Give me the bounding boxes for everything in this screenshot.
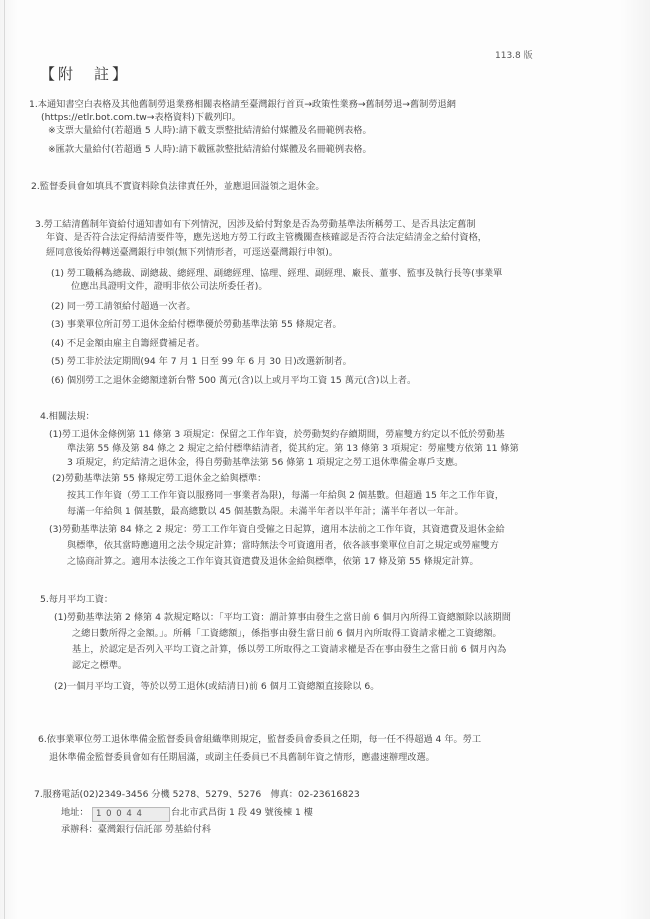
- note-5-item-1-line-1: (1)勞動基準法第 2 條第 4 款規定略以：「平均工資：謂計算事由發生之當日前 6 個月內所得工資總額除以該期間: [54, 612, 511, 623]
- note-4-item-2-line-1: 按其工作年資（勞工工作年資以服務同一事業者為限)，每滿一年給與 2 個基數。但超過 15 年之工作年資，: [67, 490, 505, 501]
- note-2-line: 2.監督委員會如填具不實資料除負法律責任外，並應退回溢領之退休金。: [31, 181, 325, 192]
- note-3-item-2: (2) 同一勞工請領給付超過一次者。: [51, 301, 196, 312]
- note-3-line-3: 經同意後始得轉送臺灣銀行申領(無下列情形者，可逕送臺灣銀行申領)。: [46, 247, 338, 258]
- note-4-heading: 4.相關法規：: [40, 411, 95, 422]
- note-1-check-item: ※支票大量給付(若超過 5 人時):請下載支票整批結清給付媒體及名冊範例表格。: [48, 125, 372, 136]
- note-4-item-3-line-1: (3)勞動基準法第 84 條之 2 規定：勞工工作年資自受僱之日起算，適用本法前之工作年資，其資遣費及退休金給: [49, 524, 505, 535]
- note-3-item-6: (6) 個別勞工之退休金總額達新台幣 500 萬元(含)以上或月平均工資 15 萬元(含)以上者。: [51, 375, 417, 386]
- note-3-line-1: 3.勞工結清舊制年資給付通知書如有下列情況，因涉及給付對象是否為勞動基準法所稱勞工、是否具法定舊制: [35, 219, 476, 230]
- note-1-remit-item: ※匯款大量給付(若超過 5 人時):請下載匯款整批結清給付媒體及名冊範例表格。: [48, 144, 372, 155]
- note-6-line-2: 退休準備金監督委員會如有任期屆滿，或副主任委員已不具舊制年資之情形，應盡速辦理改選。: [49, 752, 435, 763]
- note-4-item-2-heading: (2)勞動基準法第 55 條規定勞工退休金之給與標準：: [52, 473, 267, 484]
- scan-edge: [4, 0, 5, 919]
- note-3-item-3: (3) 事業單位所訂勞工退休金給付標準優於勞動基準法第 55 條規定者。: [51, 319, 342, 330]
- postal-code: 1 0 0 4 4: [96, 809, 143, 819]
- postal-code-stamp: [92, 807, 170, 822]
- note-5-item-1-line-4: 認定之標準。: [72, 660, 128, 671]
- note-3-item-5: (5) 勞工非於法定期間(94 年 7 月 1 日至 99 年 6 月 30 日)改選新制者。: [51, 356, 352, 367]
- note-5-heading: 5.每月平均工資：: [40, 594, 114, 605]
- note-4-item-1-line-3: 3 項規定，約定結清之退休金，得自勞動基準法第 56 條第 1 項規定之勞工退休準備金專戶支應。: [67, 457, 464, 468]
- note-1-line-1: 1.本通知書空白表格及其他舊制勞退業務相關表格請至臺灣銀行首頁→政策性業務→舊制勞退→舊制勞退網: [29, 99, 456, 110]
- note-4-item-1-line-1: (1)勞工退休金條例第 11 條第 3 項規定：保留之工作年資，於勞動契約存續期間，勞雇雙方約定以不低於勞動基: [49, 429, 505, 440]
- note-5-item-2: (2)一個月平均工資，等於以勞工退休(或結清日)前 6 個月工資總額直接除以 6。: [54, 681, 380, 692]
- note-6-line-1: 6.依事業單位勞工退休準備金監督委員會組織準則規定，監督委員會委員之任期，每一任不得超過 4 年。勞工: [38, 734, 482, 745]
- note-3-item-1: (1) 勞工職稱為總裁、副總裁、總經理、副總經理、協理、經理、副經理、廠長、董事、監事及執行長等(事業單: [51, 268, 503, 279]
- note-3-item-4: (4) 不足金額由雇主自籌經費補足者。: [51, 338, 205, 349]
- address-text: 台北市武昌街 1 段 49 號後棟 1 樓: [171, 807, 313, 818]
- note-4-item-3-line-3: 之協商計算之。適用本法後之工作年資其資遣費及退休金給與標準，依第 17 條及第 55 條規定計算。: [67, 556, 479, 567]
- department-line: 承辦科：臺灣銀行信託部 勞基給付科: [61, 824, 211, 835]
- service-phone: 7.服務電話(02)2349-3456 分機 5278、5279、5276 傳真：02-23616823: [34, 789, 360, 800]
- note-5-item-1-line-3: 基上，於認定是否列入平均工資之計算，係以勞工所取得之工資請求權是否在事由發生之當日前 6 個月內為: [72, 644, 507, 655]
- note-4-item-2-line-2: 每滿一年給與 1 個基數，最高總數以 45 個基數為限。未滿半年者以半年計；滿半年者以一年計。: [67, 506, 464, 517]
- notes-heading: 【附 註】: [40, 65, 131, 83]
- note-3-item-1-cont: 位應出具證明文件，證明非依公司法所委任者)。: [71, 281, 268, 292]
- note-5-item-1-line-2: 之總日數所得之金額。」。所稱「工資總額」，係指事由發生當日前 6 個月內所取得工資請求權之工資總額。: [72, 628, 502, 639]
- note-4-item-3-line-2: 與標準，依其當時應適用之法令規定計算；當時無法令可資適用者，依各該事業單位自訂之規定或勞雇雙方: [67, 540, 499, 551]
- address-label: 地址：: [61, 807, 89, 818]
- note-4-item-1-line-2: 準法第 55 條及第 84 條之 2 規定之給付標準結清者，從其約定。第 13 條第 3 項規定：勞雇雙方依第 11 條第: [67, 443, 519, 454]
- version-label: 113.8 版: [495, 51, 533, 61]
- note-3-line-2: 年資、是否符合法定得結清要件等，應先送地方勞工行政主管機關查核確認是否符合法定結清金之給付資格，: [46, 232, 487, 243]
- note-1-line-2: (https://etlr.bot.com.tw→表格資料)下載列印。: [41, 112, 241, 123]
